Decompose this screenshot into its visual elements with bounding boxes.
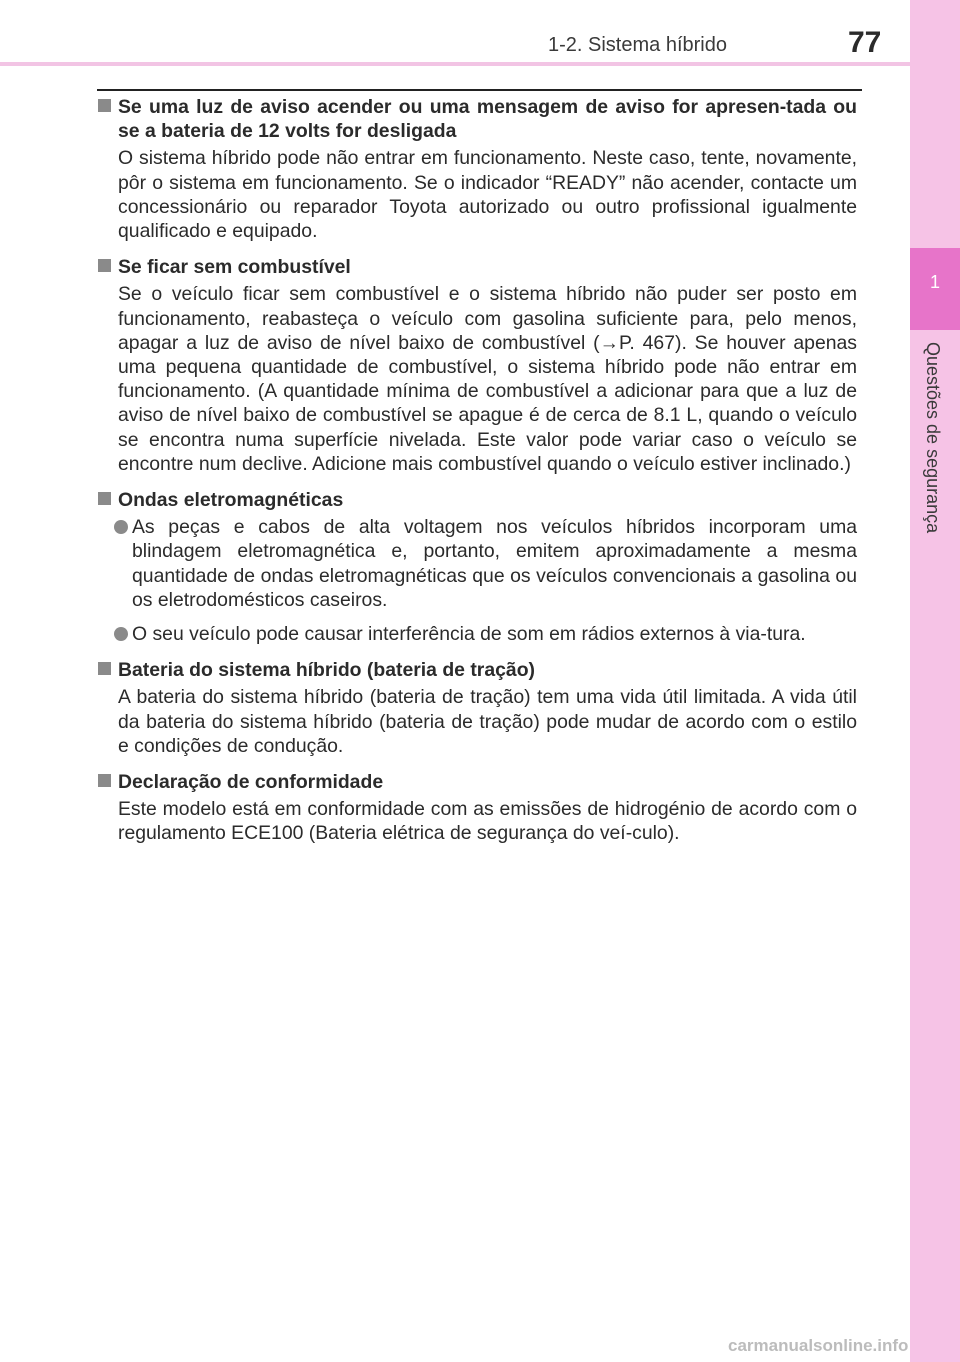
circle-bullet-icon: [114, 627, 128, 641]
section-title: 1-2. Sistema híbrido: [548, 34, 727, 56]
chapter-tab: [910, 248, 960, 330]
section-warning-light: [97, 95, 857, 243]
section-electromagnetic-waves: [97, 488, 857, 646]
section-heading: [97, 488, 857, 512]
section-text: O sistema híbrido pode não entrar em funcionamento. Neste caso, tente, novamente, pôr o sistema em funcionamento. Se o indicador “READY” não acender, contacte um concessionário ou reparador Toyota autorizado ou outro profissional igualmente qualificado e equipado.: [118, 147, 857, 243]
square-bullet-icon: [98, 492, 111, 505]
square-bullet-icon: [98, 662, 111, 675]
section-text: Se o veículo ficar sem combustível e o sistema híbrido não puder ser posto em funcionamento, reabasteça o veículo com gasolina suficiente para, pelo menos, apagar a luz de aviso de nível baixo de combustível (→P. 467). Se houver apenas uma pequena quantidade de combustível, o sistema híbrido pode não entrar em funcionamento. (A quantidade mínima de combustível a adicionar para que a luz de aviso de nível baixo de combustível se apague é de cerca de 8.1 L, quando o veículo se encontra numa superfície nivelada. Este valor pode variar caso o veículo se encontre num declive. Adicione mais combustível quando o veículo estiver inclinado.): [118, 283, 857, 475]
section-text: Este modelo está em conformidade com as emissões de hidrogénio de acordo com o regulamento ECE100 (Bateria elétrica de segurança do veí-culo).: [118, 798, 857, 845]
page-content: [97, 95, 857, 858]
chapter-title: Questões de segurança: [923, 342, 943, 534]
list-item: [97, 515, 857, 612]
section-text: A bateria do sistema híbrido (bateria de tração) tem uma vida útil limitada. A vida útil da bateria do sistema híbrido (bateria de tração) pode mudar de acordo com o estilo e condições de condução.: [118, 686, 857, 757]
square-bullet-icon: [98, 259, 111, 272]
bullet-text: As peças e cabos de alta voltagem nos veículos híbridos incorporam uma blindagem eletromagnética e, portanto, emitem aproximadamente a mesma quantidade de ondas eletromagnéticas que os veículos convencionais a gasolina ou os eletrodomésticos caseiros.: [132, 516, 857, 611]
page-number: 77: [848, 26, 882, 59]
section-out-of-fuel: [97, 255, 857, 476]
square-bullet-icon: [98, 774, 111, 787]
heading-text: Se uma luz de aviso acender ou uma mensagem de aviso for apresen-tada ou se a bateria de 12 volts for desligada: [118, 96, 857, 143]
square-bullet-icon: [98, 99, 111, 112]
heading-text: Declaração de conformidade: [118, 771, 384, 794]
bullet-text: O seu veículo pode causar interferência de som em rádios externos à via-tura.: [132, 623, 806, 646]
list-item: [97, 622, 857, 646]
section-conformity: [97, 770, 857, 846]
section-heading: [97, 255, 857, 279]
section-heading: [97, 95, 857, 143]
section-traction-battery: [97, 658, 857, 758]
heading-text: Se ficar sem combustível: [118, 256, 351, 279]
top-rule: [97, 89, 862, 91]
heading-text: Bateria do sistema híbrido (bateria de tração): [118, 659, 536, 682]
header-band: [0, 62, 910, 66]
circle-bullet-icon: [114, 520, 128, 534]
watermark: carmanualsonline.info: [728, 1336, 909, 1355]
side-tab: [910, 0, 960, 1362]
section-heading: [97, 770, 857, 794]
section-heading: [97, 658, 857, 682]
heading-text: Ondas eletromagnéticas: [118, 489, 344, 512]
chapter-number: 1: [929, 272, 940, 292]
